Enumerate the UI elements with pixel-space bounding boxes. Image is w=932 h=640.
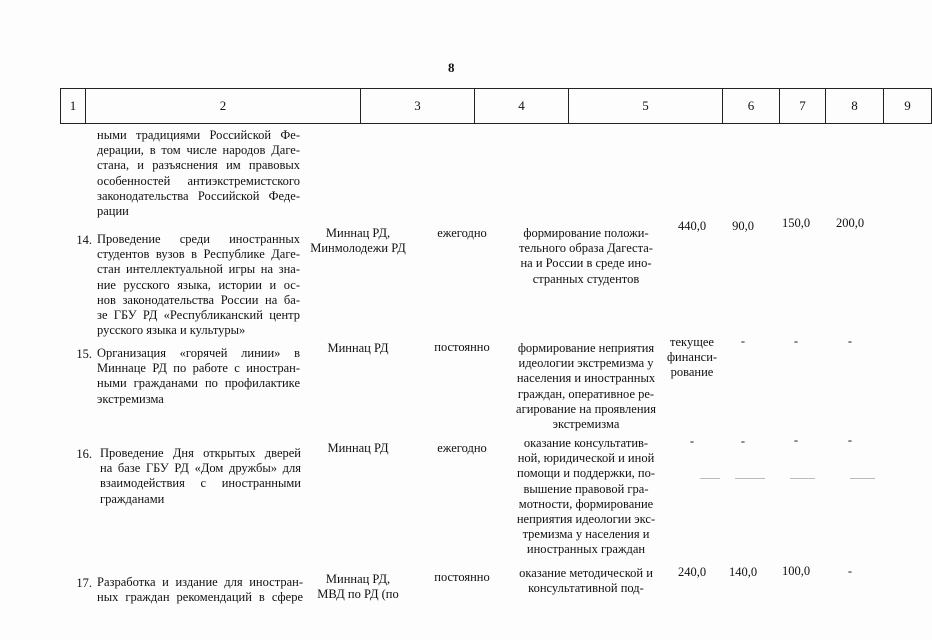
row-term: постоянно: [434, 570, 490, 584]
row-col8: -: [793, 334, 799, 348]
header-col-6: 6: [722, 88, 780, 124]
scan-speck: [790, 478, 815, 479]
row-description: Проведение Дня открытых дверей на базе ГБУ РД «Дом дружбы» для взаимодействия с иностранными гражданами: [100, 446, 301, 506]
header-col-7: 7: [779, 88, 826, 124]
row-description: Проведение среди иностранных студентов вузов в Республике Даге- стан интеллектуальной игры на зна- ние русского языка, истории и ос- нов законодательства России на ба- зе ГБУ РД «Республиканский центр русского языка и культуры»: [97, 232, 300, 338]
header-col-2: 2: [85, 88, 361, 124]
row-col7: -: [740, 334, 746, 348]
row-col8: 100,0: [781, 564, 811, 578]
row-executor: Миннац РД, МВД по РД (по: [317, 572, 399, 602]
scan-speck: [700, 478, 720, 479]
row-col6: текущее финанси- рование: [666, 335, 718, 380]
row-col9: -: [847, 564, 853, 578]
scan-speck: [850, 478, 875, 479]
row-executor: Миннац РД: [327, 441, 389, 455]
row-result: оказание консультатив- ной, юридической и иной помощи и поддержки, по- вышение правовой гра- мотности, формирование неприятия идеологии экс- тремизма у населения и иностранных граждан: [516, 436, 656, 557]
row-col9: -: [847, 433, 853, 447]
row-col7: -: [740, 434, 746, 448]
row-col9: -: [847, 334, 853, 348]
header-col-4: 4: [474, 88, 569, 124]
header-col-1: 1: [60, 88, 86, 124]
row-col6: 240,0: [677, 565, 707, 579]
row-col8: -: [793, 433, 799, 447]
row-col6: 440,0: [677, 219, 707, 233]
row-col7: 90,0: [732, 219, 754, 233]
row-term: ежегодно: [437, 226, 487, 240]
continuation-text: ными традициями Российской Фе- дерации, в том числе народов Даге- стана, и разъяснения им правовых особенностей антиэкстремистского законодательства Российской Феде- рации: [97, 128, 300, 219]
row-term: постоянно: [434, 340, 490, 354]
row-col7: 140,0: [728, 565, 758, 579]
row-result: формирование положи- тельного образа Дагеста- на и России в среде ино- странных студентов: [519, 226, 653, 286]
row-number: 16.: [76, 447, 92, 461]
row-result: оказание методической и консультативной под-: [519, 566, 653, 596]
row-number: 15.: [76, 347, 92, 361]
row-executor: Миннац РД, Минмолодежи РД: [310, 226, 406, 256]
row-executor: Миннац РД: [327, 341, 389, 355]
row-result: формирование неприятия идеологии экстремизма у населения и иностранных граждан, оперативное ре- агирование на проявления экстремизма: [516, 341, 656, 432]
row-col8: 150,0: [781, 216, 811, 230]
table-header-row: [60, 88, 911, 124]
header-col-5: 5: [568, 88, 723, 124]
row-description: Разработка и издание для иностран- ных граждан рекомендаций в сфере: [97, 575, 303, 605]
row-number: 17.: [76, 576, 92, 590]
page-number: 8: [448, 60, 455, 75]
header-col-3: 3: [360, 88, 475, 124]
row-col6: -: [689, 434, 695, 448]
header-col-8: 8: [825, 88, 884, 124]
row-number: 14.: [76, 233, 92, 247]
scan-speck: [735, 478, 765, 479]
row-col9: 200,0: [835, 216, 865, 230]
row-description: Организация «горячей линии» в Миннаце РД по работе с иностран- ными гражданами по профилактике экстремизма: [97, 346, 300, 406]
row-term: ежегодно: [437, 441, 487, 455]
header-col-9: 9: [883, 88, 932, 124]
